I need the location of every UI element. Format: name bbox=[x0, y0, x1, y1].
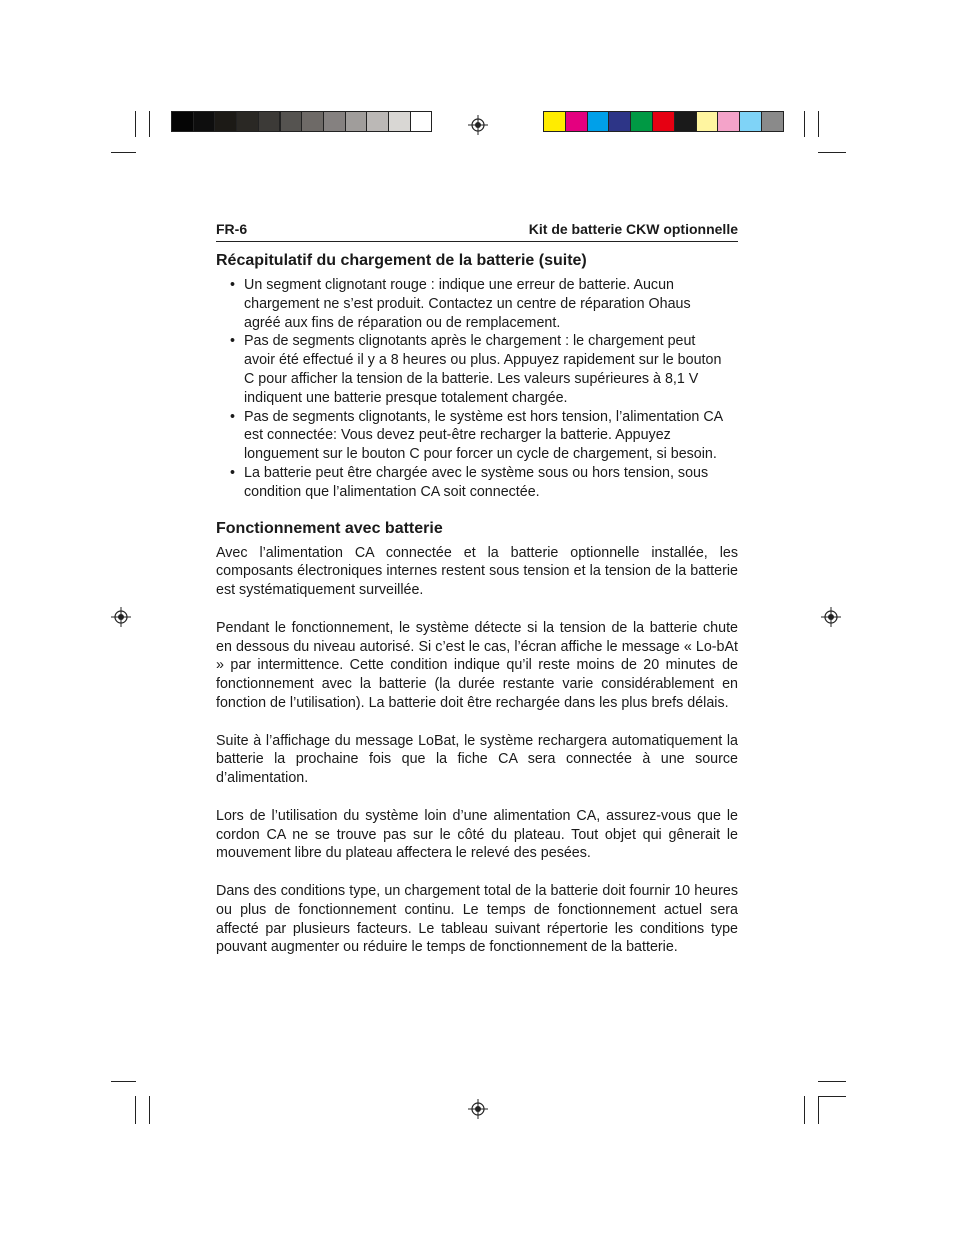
list-item bbox=[216, 332, 738, 407]
list-item bbox=[216, 408, 738, 464]
paragraph: Avec l’alimentation CA connectée et la batterie optionnelle installée, les composants électroniques internes restent sous tension et la tension de la batterie est systématiquement surveillée. bbox=[216, 544, 738, 599]
calibration-swatch bbox=[717, 111, 740, 132]
calibration-swatch bbox=[587, 111, 610, 132]
calibration-swatch bbox=[258, 111, 281, 132]
paragraph: Lors de l’utilisation du système loin d’une alimentation CA, assurez-vous que le cordon CA ne se trouve pas sur le côté du plateau. Tout objet qui gênerait le mouvement libre du plateau affectera le relevé des pesées. bbox=[216, 807, 738, 862]
calibration-swatch bbox=[345, 111, 368, 132]
calibration-swatch bbox=[280, 111, 303, 132]
list-item-text: Pas de segments clignotants après le chargement : le chargement peut avoir été effectué il y a 8 heures ou plus. Appuyez rapidement sur le bouton C pour afficher la tension de la batterie. Les valeurs supérieures à 8,1 V indiquent une batterie presque totalement chargée. bbox=[244, 333, 722, 406]
section-heading: Récapitulatif du chargement de la batterie (suite) bbox=[216, 252, 587, 269]
calibration-swatch bbox=[323, 111, 346, 132]
running-title: Kit de batterie CKW optionnelle bbox=[528, 221, 738, 237]
calibration-swatch bbox=[410, 111, 433, 132]
page-number: FR-6 bbox=[216, 221, 248, 237]
calibration-swatch bbox=[630, 111, 653, 132]
calibration-swatch bbox=[193, 111, 216, 132]
calibration-swatch bbox=[543, 111, 566, 132]
calibration-swatch bbox=[674, 111, 697, 132]
list-item-text: Pas de segments clignotants, le système est hors tension, l’alimentation CA est connectée: Vous devez peut-être recharger la batterie. Appuyez longuement sur le bouton C pour forcer un cycle de chargement, si besoin. bbox=[244, 408, 723, 463]
paragraph: Dans des conditions type, un chargement total de la batterie doit fournir 10 heures ou plus de fonctionnement continu. Le temps de fonctionnement actuel sera affecté par plusieurs facteurs. Le tableau suivant répertorie les conditions type pouvant augmenter ou réduire le temps de fonctionnement de la batterie. bbox=[216, 882, 738, 956]
bullet-list bbox=[216, 276, 738, 502]
bullet-icon: • bbox=[230, 464, 236, 481]
list-item-text: Un segment clignotant rouge : indique une erreur de batterie. Aucun chargement ne s’est produit. Contactez un centre de réparation Ohaus agréé aux fins de réparation ou de remplacement. bbox=[244, 277, 691, 331]
page-content bbox=[216, 250, 738, 976]
paragraph: Suite à l’affichage du message LoBat, le système rechargera automatiquement la batterie la prochaine fois que la fiche CA sera connectée à une source d’alimentation. bbox=[216, 732, 738, 787]
calibration-swatch bbox=[214, 111, 237, 132]
list-item bbox=[216, 464, 738, 502]
list-item-text: La batterie peut être chargée avec le système sous ou hors tension, sous condition que l’alimentation CA soit connectée. bbox=[244, 464, 709, 500]
calibration-swatch bbox=[388, 111, 411, 132]
calibration-swatch bbox=[696, 111, 719, 132]
calibration-swatch bbox=[652, 111, 675, 132]
calibration-swatch bbox=[608, 111, 631, 132]
registration-target-icon bbox=[468, 115, 488, 135]
registration-target-icon bbox=[111, 607, 131, 627]
paragraph: Pendant le fonctionnement, le système détecte si la tension de la batterie chute en dessous du niveau autorisé. Si c’est le cas, l’écran affiche le message « Lo-bAt » par intermittence. Cette condition indique qu’il reste moins de 20 minutes de fonctionnement avec la batterie (la durée restante varie considérablement en fonction de l’utilisation). La batterie doit être rechargée dans les plus brefs délais. bbox=[216, 619, 738, 711]
calibration-swatch bbox=[301, 111, 324, 132]
calibration-swatch bbox=[761, 111, 784, 132]
calibration-swatch bbox=[171, 111, 194, 132]
list-item bbox=[216, 276, 738, 332]
bullet-icon: • bbox=[230, 408, 236, 425]
section-heading: Fonctionnement avec batterie bbox=[216, 519, 443, 537]
header-rule bbox=[216, 241, 738, 242]
registration-target-icon bbox=[468, 1099, 488, 1119]
calibration-swatch bbox=[366, 111, 389, 132]
calibration-swatch bbox=[565, 111, 588, 132]
bullet-icon: • bbox=[230, 277, 236, 293]
calibration-swatch bbox=[236, 111, 259, 132]
calibration-swatch bbox=[739, 111, 762, 132]
registration-target-icon bbox=[821, 607, 841, 627]
bullet-icon: • bbox=[230, 333, 236, 350]
